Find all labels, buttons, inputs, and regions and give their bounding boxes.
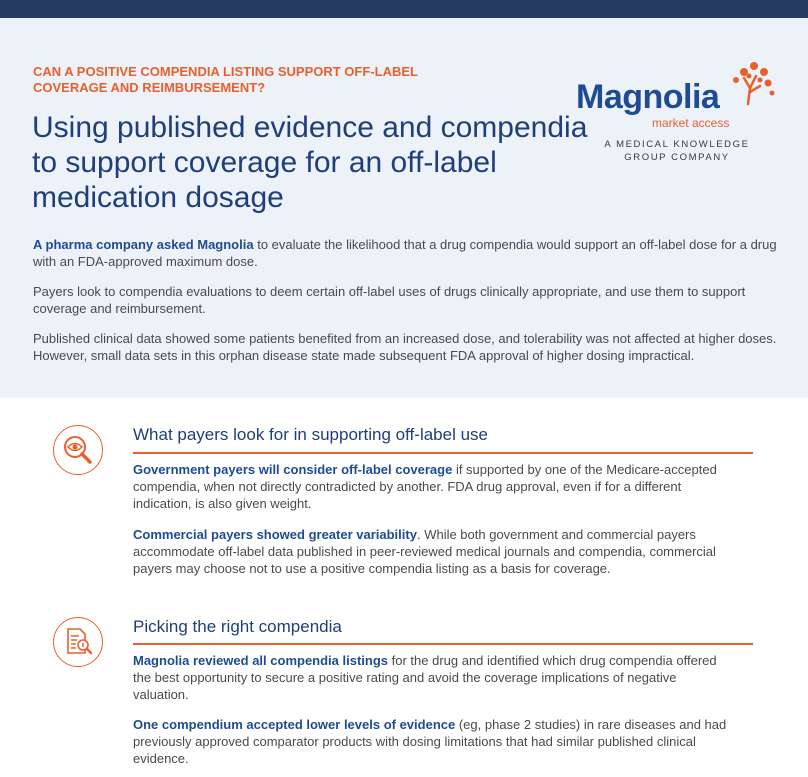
logo-tagline-line2: GROUP COMPANY — [624, 152, 730, 163]
intro-p1-text: to evaluate the likelihood that a drug compendia would support an off-label dose for a drug with an FDA-approved maximum dose. — [33, 237, 777, 269]
section-2-p1-bold: Magnolia reviewed all compendia listings — [133, 653, 389, 668]
section-2-p1-text: for the drug and identified which drug compendia offered the best opportunity to secure a positive rating and avoid the coverage implications of negative valuation. — [133, 653, 717, 702]
kicker-heading: CAN A POSITIVE COMPENDIA LISTING SUPPORT OFF-LABEL COVERAGE AND REIMBURSEMENT? — [33, 64, 418, 95]
section-1-p1-text: if supported by one of the Medicare-accepted compendia, when not directly contradicted by another. FDA drug approval, even if for a different indication, is also given weight. — [133, 462, 717, 511]
section-1-p2-text: . While both government and commercial payers accommodate off-label data published in peer-reviewed medical journals and compendia, commercial payers may choose not to use a positive compendia listing as a basis for coverage. — [133, 527, 716, 576]
section-2-paragraph-1 — [133, 652, 733, 703]
intro-p1-bold: A pharma company asked Magnolia — [33, 237, 254, 252]
section-1-paragraph-2 — [133, 526, 733, 577]
section-2-title: Picking the right compendia — [133, 617, 342, 636]
logo-subtitle: market access — [652, 116, 730, 130]
top-banner-bar — [0, 0, 808, 18]
magnolia-logo — [574, 58, 784, 168]
section-2-p2-bold: One compendium accepted lower levels of evidence — [133, 717, 456, 732]
logo-tagline — [574, 138, 780, 164]
intro-paragraph-3: Published clinical data showed some patients benefited from an increased dose, and tolerability was not affected at higher doses. However, small data sets in this orphan disease state made subsequent FDA approval of higher dosing impractical. — [33, 331, 777, 363]
intro-paragraph-2: Payers look to compendia evaluations to deem certain off-label uses of drugs clinically appropriate, and use them to support coverage and reimbursement. — [33, 284, 746, 316]
logo-wordmark: Magnolia — [576, 78, 720, 116]
magnolia-tree-icon — [726, 58, 778, 106]
page-title: Using published evidence and compendia to support coverage for an off-label medication dosage — [32, 111, 588, 214]
section-2-paragraph-2 — [133, 716, 733, 767]
section-1-p2-bold: Commercial payers showed greater variability — [133, 527, 417, 542]
section-1-paragraph-1 — [133, 461, 733, 512]
intro-paragraph-1 — [33, 236, 778, 270]
section-1-icon-circle — [53, 425, 103, 475]
section-2-divider — [133, 643, 753, 645]
section-1-divider — [133, 452, 753, 454]
section-1-title: What payers look for in supporting off-label use — [133, 425, 488, 444]
section-2-p2-text: (eg, phase 2 studies) in rare diseases and had previously approved comparator products with dosing limitations that had similar published clinical evidence. — [133, 717, 727, 766]
section-1-p1-bold: Government payers will consider off-label coverage — [133, 462, 453, 477]
magnifier-eye-icon — [54, 426, 102, 474]
section-2-icon-circle — [53, 617, 103, 667]
document-search-icon — [54, 618, 102, 666]
logo-tagline-line1: A MEDICAL KNOWLEDGE — [604, 139, 750, 150]
